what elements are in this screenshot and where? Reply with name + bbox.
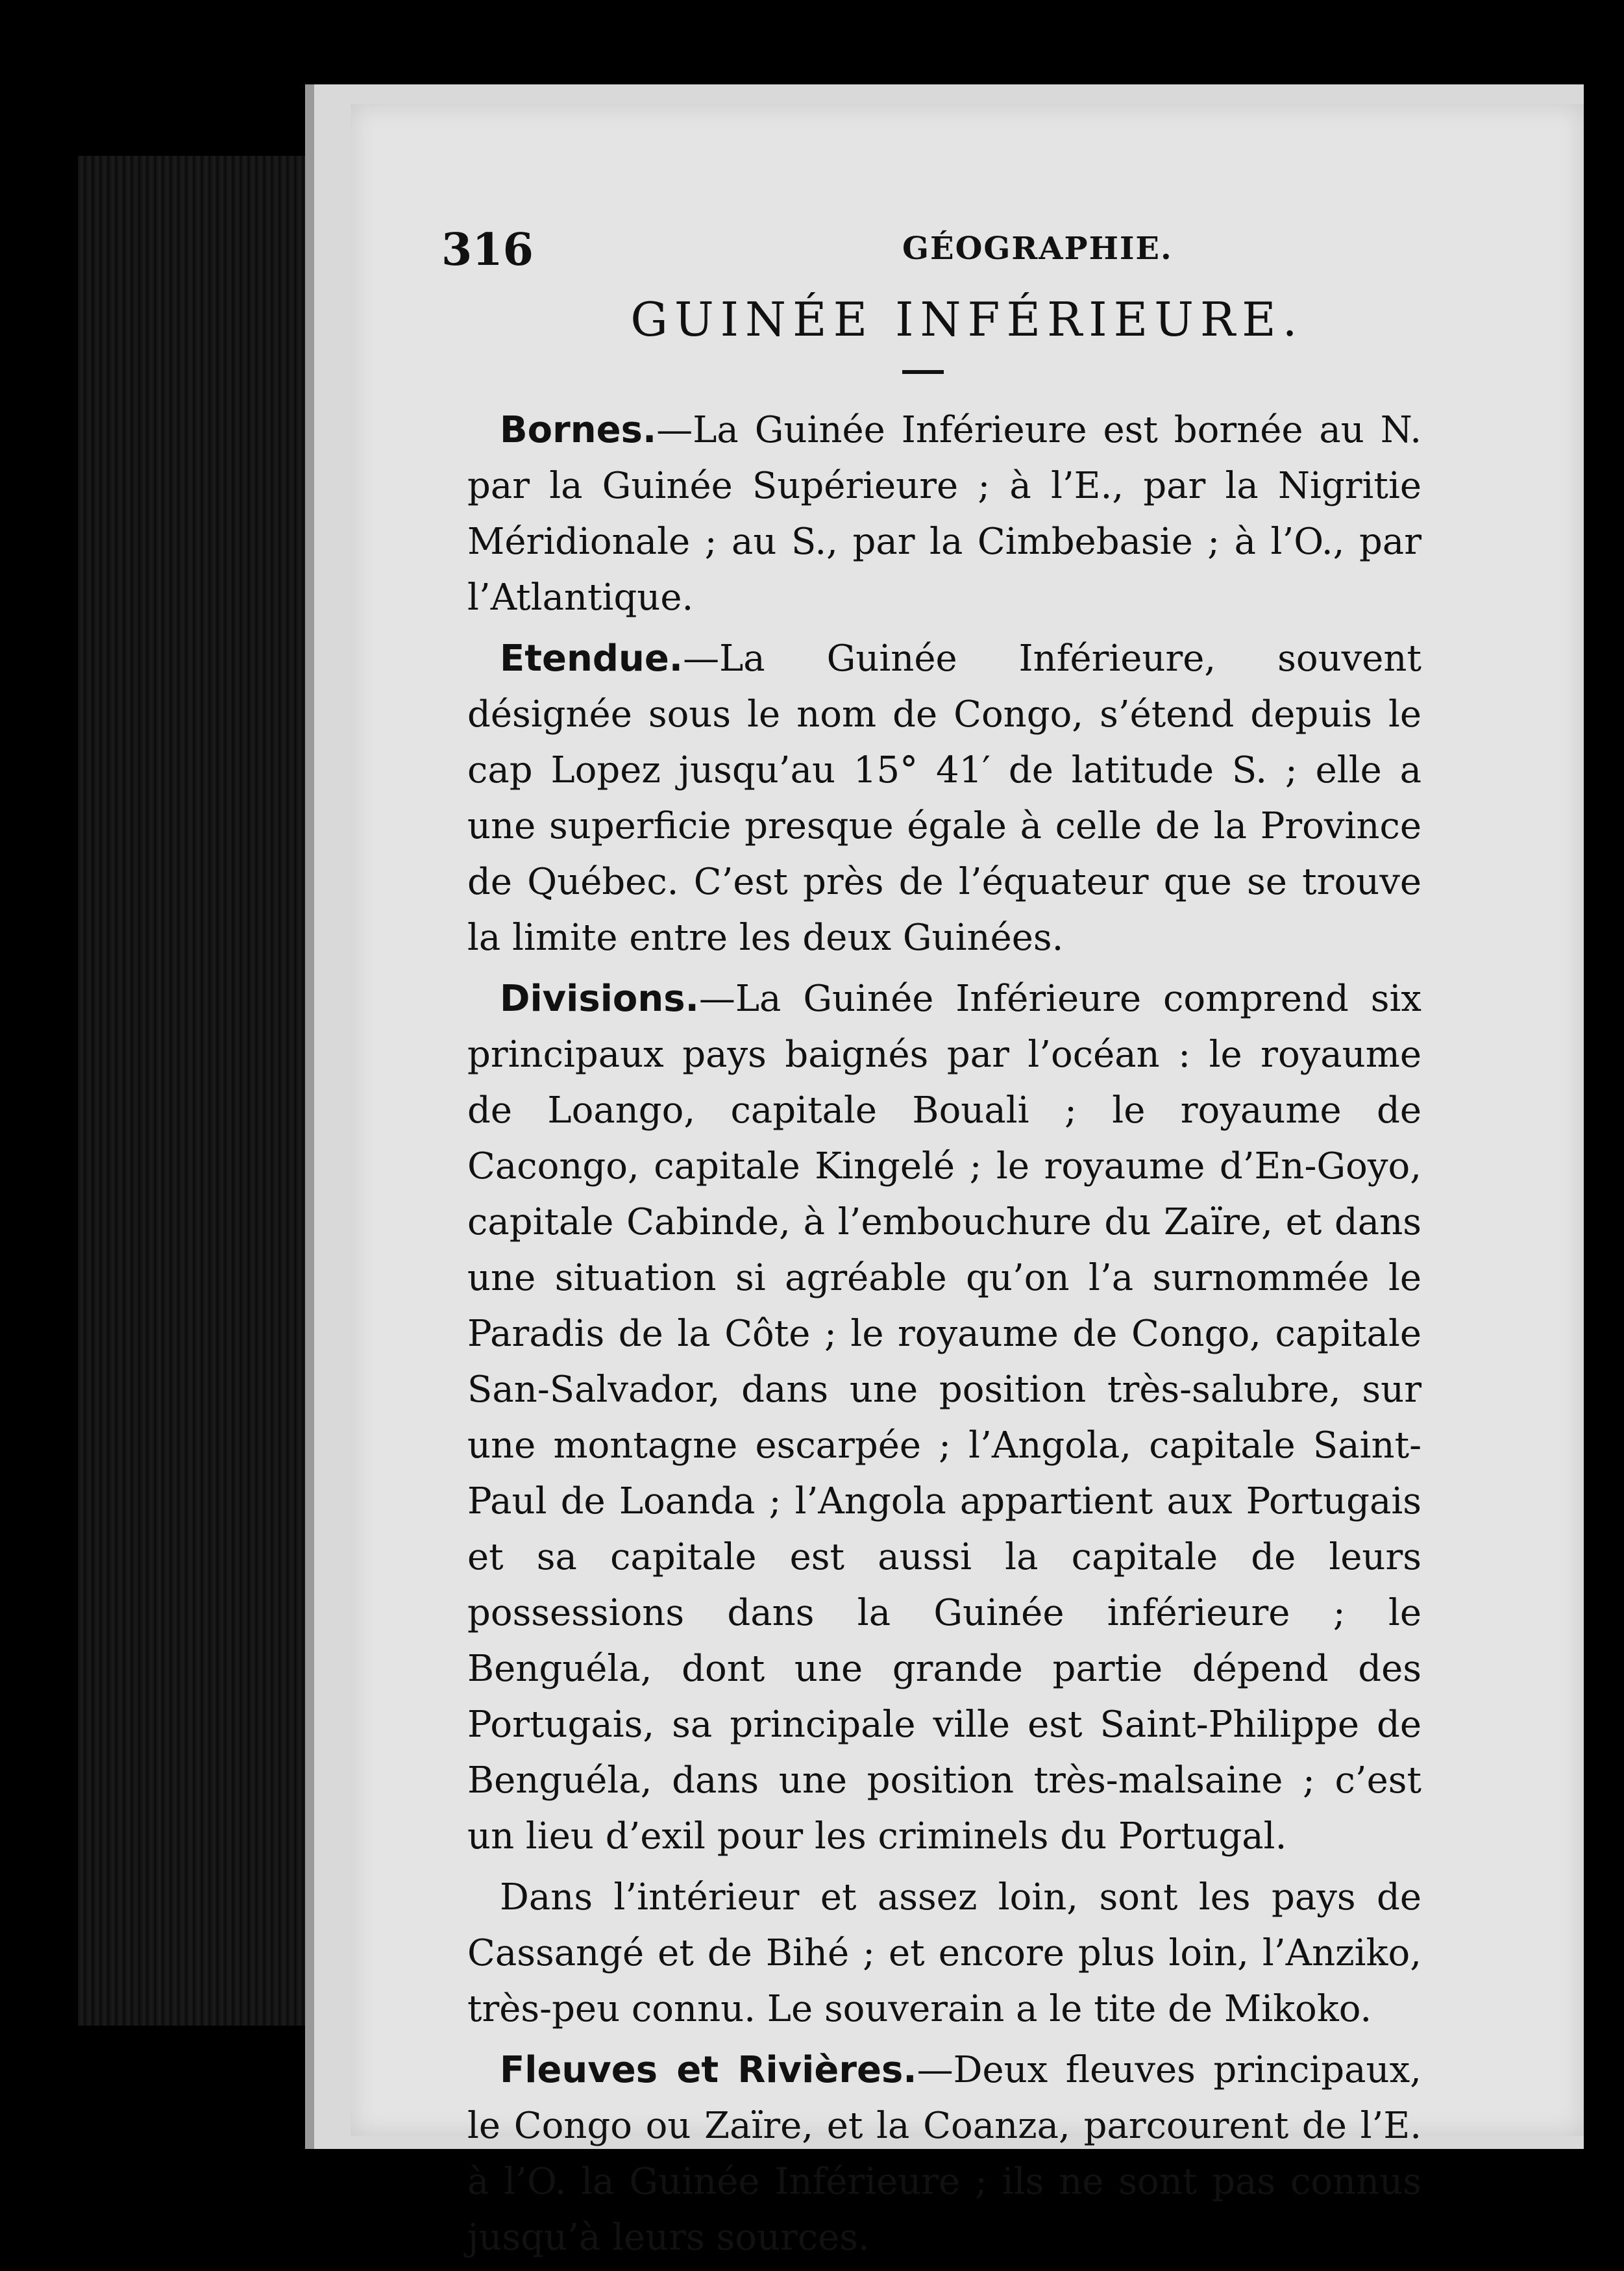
paragraph-text: —La Guinée Inférieure, souvent désignée sous le nom de Congo, s’étend depuis le cap Lopez jusqu’au 15° 41′ de latitude S. ; elle a une superficie presque égale à celle de la Province de Québec. C’est près de l’équateur que se trouve la limite entre les deux Guinées.	[467, 638, 1421, 959]
paragraph-heading: Bornes.	[500, 409, 657, 451]
right-background	[1584, 65, 1624, 2176]
paragraph-fleuves	[467, 2042, 1421, 2266]
paragraph-text: —La Guinée Inférieure comprend six principaux pays baignés par l’océan : le royaume de Loango, capitale Bouali ; le royaume de Cacongo, capitale Kingelé ; le royaume d’En-Goyo, capitale Cabinde, à l’embouchure du Zaïre, et dans une situation si agréable qu’on l’a surnommée le Paradis de la Côte ; le royaume de Congo, capitale San-Salvador, dans une position très-salubre, sur une montagne escarpée ; l’Angola, capitale Saint-Paul de Loanda ; l’Angola appartient aux Portugais et sa capitale est aussi la capitale de leurs possessions dans la Guinée inférieure ; le Benguéla, dont une grande partie dépend des Portugais, sa principale ville est Saint-Philippe de Benguéla, dans une position très-malsaine ; c’est un lieu d’exil pour les criminels du Portugal.	[467, 978, 1421, 1857]
running-title: GÉOGRAPHIE.	[902, 230, 1173, 267]
paragraph-divisions	[467, 971, 1421, 1865]
page-header	[441, 224, 1480, 282]
paragraph-heading: Fleuves et Rivières.	[500, 2049, 917, 2091]
paragraph-bornes	[467, 403, 1421, 626]
paragraph-text: —La Guinée Inférieure est bornée au N. par la Guinée Supérieure ; à l’E., par la Nigritie Méridionale ; au S., par la Cimbebasie ; à l’O., par l’Atlantique.	[467, 409, 1421, 619]
title-rule	[902, 370, 944, 374]
paragraph-text: Dans l’intérieur et assez loin, sont les pays de Cassangé et de Bihé ; et encore plus loin, l’Anziko, très-peu connu. Le souverain a le tite de Mikoko.	[467, 1876, 1421, 2030]
section-title: GUINÉE INFÉRIEURE.	[630, 292, 1304, 347]
paragraph-text: —Deux fleuves principaux, le Congo ou Zaïre, et la Coanza, parcourent de l’E. à l’O. la Guinée Inférieure ; ils ne sont pas connus jusqu’à leurs sources.	[467, 2049, 1421, 2259]
paragraph-etendue	[467, 631, 1421, 966]
paragraph-heading: Etendue.	[500, 638, 683, 680]
page-number: 316	[441, 224, 534, 276]
page-content	[467, 403, 1421, 2271]
book-page	[351, 104, 1584, 2259]
paragraph-heading: Divisions.	[500, 978, 699, 1020]
paragraph-interieur	[467, 1870, 1421, 2037]
